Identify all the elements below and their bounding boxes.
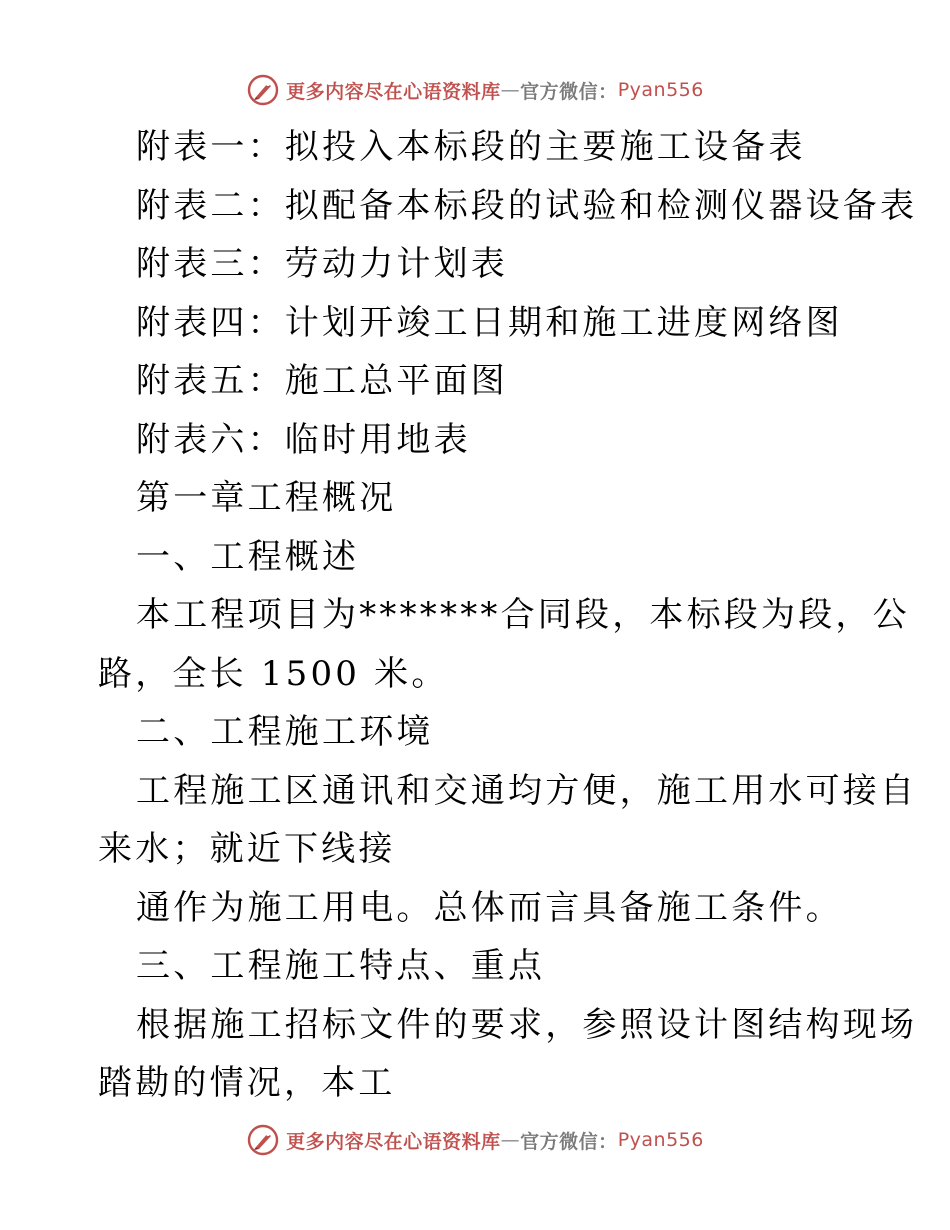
section-heading-2: 二、工程施工环境 (136, 712, 434, 752)
banner-wechat-id: Pyan556 (617, 1129, 704, 1151)
appendix-line-6: 附表六：临时用地表 (136, 419, 471, 460)
banner-main-text: 更多内容尽在心语资料库 (286, 1130, 501, 1153)
paragraph-1-line-2: 路，全长 1500 米。 (98, 653, 449, 694)
paragraph-4-line-1: 根据施工招标文件的要求，参照设计图结构现场 (136, 1004, 918, 1045)
appendix-line-5: 附表五：施工总平面图 (136, 361, 508, 401)
header-banner[interactable] (0, 70, 950, 110)
banner-wechat-label: 官方微信： (520, 1130, 618, 1153)
appendix-line-4: 附表四：计划开竣工日期和施工进度网络图 (136, 302, 843, 343)
appendix-line-3: 附表三：劳动力计划表 (136, 244, 508, 284)
section-heading-3: 三、工程施工特点、重点 (136, 946, 546, 986)
banner-dash: — (500, 79, 521, 101)
paragraph-1-line-1: 本工程项目为*******合同段，本标段为段，公 (136, 595, 910, 635)
paragraph-2-line-2: 来水；就近下线接 (98, 829, 396, 869)
banner-wechat-id: Pyan556 (617, 79, 704, 101)
paragraph-4-line-2: 踏勘的情况，本工 (98, 1063, 396, 1103)
banner-main-text: 更多内容尽在心语资料库 (286, 80, 501, 103)
document-body (98, 118, 918, 1113)
footer-banner[interactable] (0, 1120, 950, 1160)
pen-nib-logo-icon (246, 1123, 280, 1157)
pen-nib-logo-icon (246, 73, 280, 107)
section-heading-1: 一、工程概述 (136, 536, 360, 577)
banner-wechat-label: 官方微信： (520, 80, 618, 103)
chapter-heading: 第一章工程概况 (136, 478, 397, 518)
appendix-line-2: 附表二：拟配备本标段的试验和检测仪器设备表 (136, 185, 918, 226)
appendix-line-1: 附表一：拟投入本标段的主要施工设备表 (136, 127, 806, 167)
paragraph-3-line-1: 通作为施工用电。总体而言具备施工条件。 (136, 887, 843, 928)
paragraph-2-line-1: 工程施工区通讯和交通均方便，施工用水可接自 (136, 770, 918, 811)
banner-dash: — (500, 1129, 521, 1151)
